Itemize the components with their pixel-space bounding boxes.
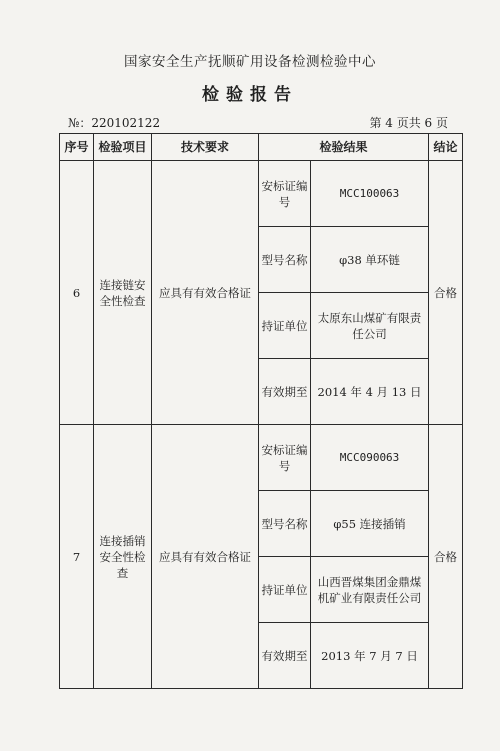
organization-name: 国家安全生产抚顺矿用设备检测检验中心 xyxy=(124,54,376,70)
header-item: 检验项目 xyxy=(94,134,152,161)
report-number xyxy=(68,114,160,131)
result-label: 安标证编号 xyxy=(259,425,311,491)
header-no: 序号 xyxy=(60,134,94,161)
result-value: MCC100063 xyxy=(311,161,429,227)
report-number-value: 220102122 xyxy=(91,116,161,130)
table-row xyxy=(60,425,463,491)
result-value: φ38 单环链 xyxy=(311,227,429,293)
header-conclusion: 结论 xyxy=(429,134,463,161)
header-requirement: 技术要求 xyxy=(152,134,259,161)
result-label: 型号名称 xyxy=(259,491,311,557)
row-conclusion: 合格 xyxy=(429,425,463,689)
row-no: 6 xyxy=(60,161,94,425)
result-label: 有效期至 xyxy=(259,359,311,425)
report-title: 检验报告 xyxy=(202,85,298,105)
header-result: 检验结果 xyxy=(259,134,429,161)
row-item: 连接插销安全性检查 xyxy=(94,425,152,689)
result-value: 2014 年 4 月 13 日 xyxy=(311,359,429,425)
result-value: φ55 连接插销 xyxy=(311,491,429,557)
row-no: 7 xyxy=(60,425,94,689)
result-value: 太原东山煤矿有限责任公司 xyxy=(311,293,429,359)
table-row xyxy=(60,161,463,227)
table-header-row xyxy=(60,134,463,161)
result-value: MCC090063 xyxy=(311,425,429,491)
report-number-label: №： xyxy=(68,116,92,130)
result-value: 山西晋煤集团金鼎煤机矿业有限责任公司 xyxy=(311,557,429,623)
row-requirement: 应具有有效合格证 xyxy=(152,425,259,689)
result-value: 2013 年 7 月 7 日 xyxy=(311,623,429,689)
result-label: 型号名称 xyxy=(259,227,311,293)
result-label: 有效期至 xyxy=(259,623,311,689)
row-item: 连接链安全性检查 xyxy=(94,161,152,425)
result-label: 安标证编号 xyxy=(259,161,311,227)
result-label: 持证单位 xyxy=(259,557,311,623)
row-conclusion: 合格 xyxy=(429,161,463,425)
result-label: 持证单位 xyxy=(259,293,311,359)
row-requirement: 应具有有效合格证 xyxy=(152,161,259,425)
inspection-table xyxy=(59,133,463,689)
page-indicator: 第 4 页共 6 页 xyxy=(369,116,448,130)
